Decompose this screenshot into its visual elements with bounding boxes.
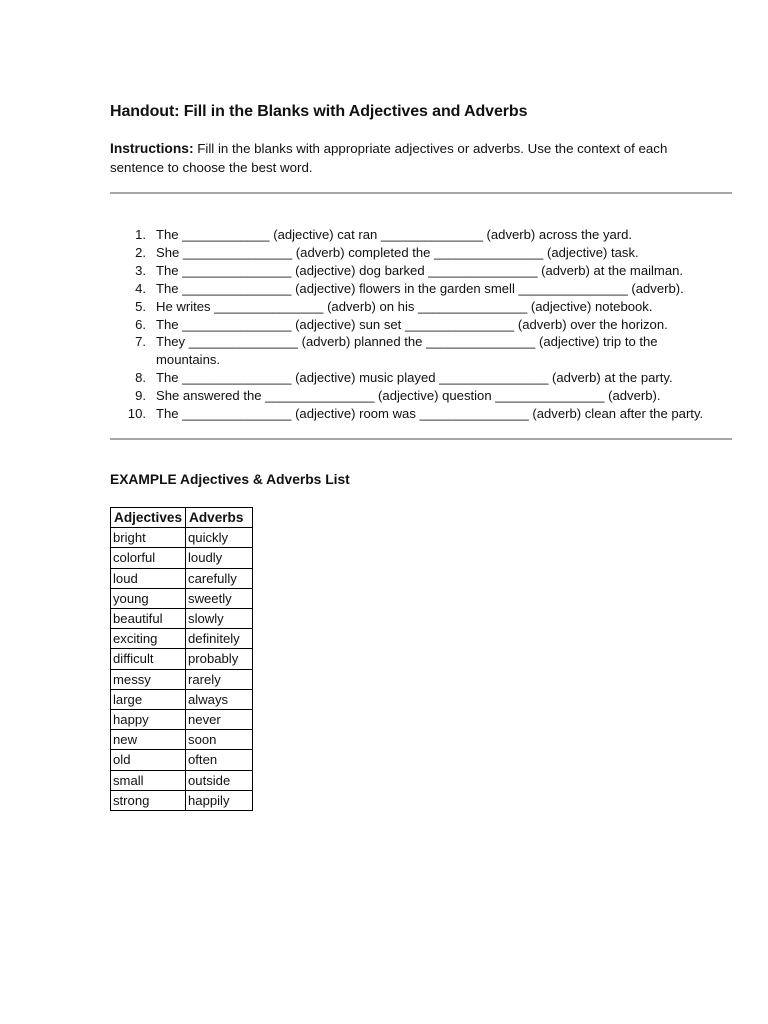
question-text: They _______________ (adverb) planned the _______________ (adjective) trip to the <box>156 334 658 350</box>
adjective-cell: small <box>111 770 186 790</box>
divider-bottom <box>110 438 732 440</box>
adjective-cell: difficult <box>111 649 186 669</box>
table-row <box>111 548 253 568</box>
question-number: 8. <box>135 370 146 386</box>
adverb-cell: outside <box>186 770 253 790</box>
question-item <box>110 405 732 423</box>
adverb-cell: always <box>186 689 253 709</box>
adjective-cell: strong <box>111 790 186 810</box>
adjective-cell: bright <box>111 528 186 548</box>
adjective-cell: young <box>111 588 186 608</box>
table-row <box>111 649 253 669</box>
adverb-cell: carefully <box>186 568 253 588</box>
question-number: 1. <box>135 227 146 242</box>
page-title: Handout: Fill in the Blanks with Adjectives and Adverbs <box>110 103 528 120</box>
adjective-cell: large <box>111 689 186 709</box>
adjective-cell: beautiful <box>111 609 186 629</box>
adverb-cell: slowly <box>186 609 253 629</box>
table-row <box>111 730 253 750</box>
adverb-cell: definitely <box>186 629 253 649</box>
instructions-label: Instructions: <box>110 141 194 156</box>
adverb-cell: sweetly <box>186 588 253 608</box>
table-row <box>111 528 253 548</box>
instructions <box>110 140 710 177</box>
question-text: She answered the _______________ (adjective) question _______________ (adverb). <box>156 388 661 404</box>
question-text: The _______________ (adjective) room was _______________ (adverb) clean after the party. <box>156 406 704 422</box>
adjective-cell: exciting <box>111 629 186 649</box>
question-number: 10. <box>127 406 146 422</box>
adverb-cell: loudly <box>186 548 253 568</box>
table-row <box>111 629 253 649</box>
question-item <box>110 226 732 244</box>
table-row <box>111 568 253 588</box>
adverb-cell: probably <box>186 649 253 669</box>
table-row <box>111 609 253 629</box>
question-text: The _______________ (adjective) sun set _______________ (adverb) over the horizon. <box>156 316 668 332</box>
question-text: The ____________ (adjective) cat ran ______________ (adverb) across the yard. <box>156 227 633 242</box>
table-row <box>111 588 253 608</box>
adverb-cell: soon <box>186 730 253 750</box>
question-number: 3. <box>135 262 146 278</box>
example-list-title: EXAMPLE Adjectives & Adverbs List <box>110 472 350 487</box>
question-item <box>110 316 732 334</box>
question-item <box>110 262 732 280</box>
adverb-cell: happily <box>186 790 253 810</box>
question-number: 4. <box>135 280 146 296</box>
question-text: The _______________ (adjective) music played _______________ (adverb) at the party. <box>156 370 673 386</box>
question-item <box>110 280 732 298</box>
table-row <box>111 750 253 770</box>
question-number: 9. <box>135 388 146 404</box>
question-text: She _______________ (adverb) completed the _______________ (adjective) task. <box>156 244 639 260</box>
question-number: 7. <box>135 334 146 350</box>
question-item <box>110 298 732 316</box>
question-number: 6. <box>135 316 146 332</box>
question-item <box>110 244 732 262</box>
column-header-adjectives: Adjectives <box>111 508 186 528</box>
adverb-cell: quickly <box>186 528 253 548</box>
question-item <box>110 369 732 387</box>
question-text: The _______________ (adjective) flowers in the garden smell _______________ (adverb). <box>156 280 684 296</box>
adverb-cell: never <box>186 710 253 730</box>
question-item <box>110 387 732 405</box>
adjective-cell: colorful <box>111 548 186 568</box>
table-header-row <box>111 508 253 528</box>
question-number: 2. <box>135 244 146 260</box>
question-item <box>110 333 732 369</box>
question-text: The _______________ (adjective) dog barked _______________ (adverb) at the mailman. <box>156 262 684 278</box>
adjective-cell: loud <box>111 568 186 588</box>
table-row <box>111 669 253 689</box>
adjective-cell: happy <box>111 710 186 730</box>
divider-top <box>110 192 732 194</box>
adverb-cell: rarely <box>186 669 253 689</box>
adjective-cell: messy <box>111 669 186 689</box>
question-list <box>110 226 732 423</box>
question-text: He writes _______________ (adverb) on his _______________ (adjective) notebook. <box>156 298 653 314</box>
table-row <box>111 770 253 790</box>
table-row <box>111 710 253 730</box>
example-words-table <box>110 507 253 811</box>
instructions-text: Fill in the blanks with appropriate adjectives or adverbs. Use the context of each sentence to choose the best word. <box>110 141 668 175</box>
table-body <box>111 528 253 811</box>
table-row <box>111 689 253 709</box>
adjective-cell: new <box>111 730 186 750</box>
question-text-continuation: mountains. <box>156 352 221 368</box>
question-number: 5. <box>135 298 146 314</box>
table-row <box>111 790 253 810</box>
adjective-cell: old <box>111 750 186 770</box>
column-header-adverbs: Adverbs <box>186 508 253 528</box>
adverb-cell: often <box>186 750 253 770</box>
